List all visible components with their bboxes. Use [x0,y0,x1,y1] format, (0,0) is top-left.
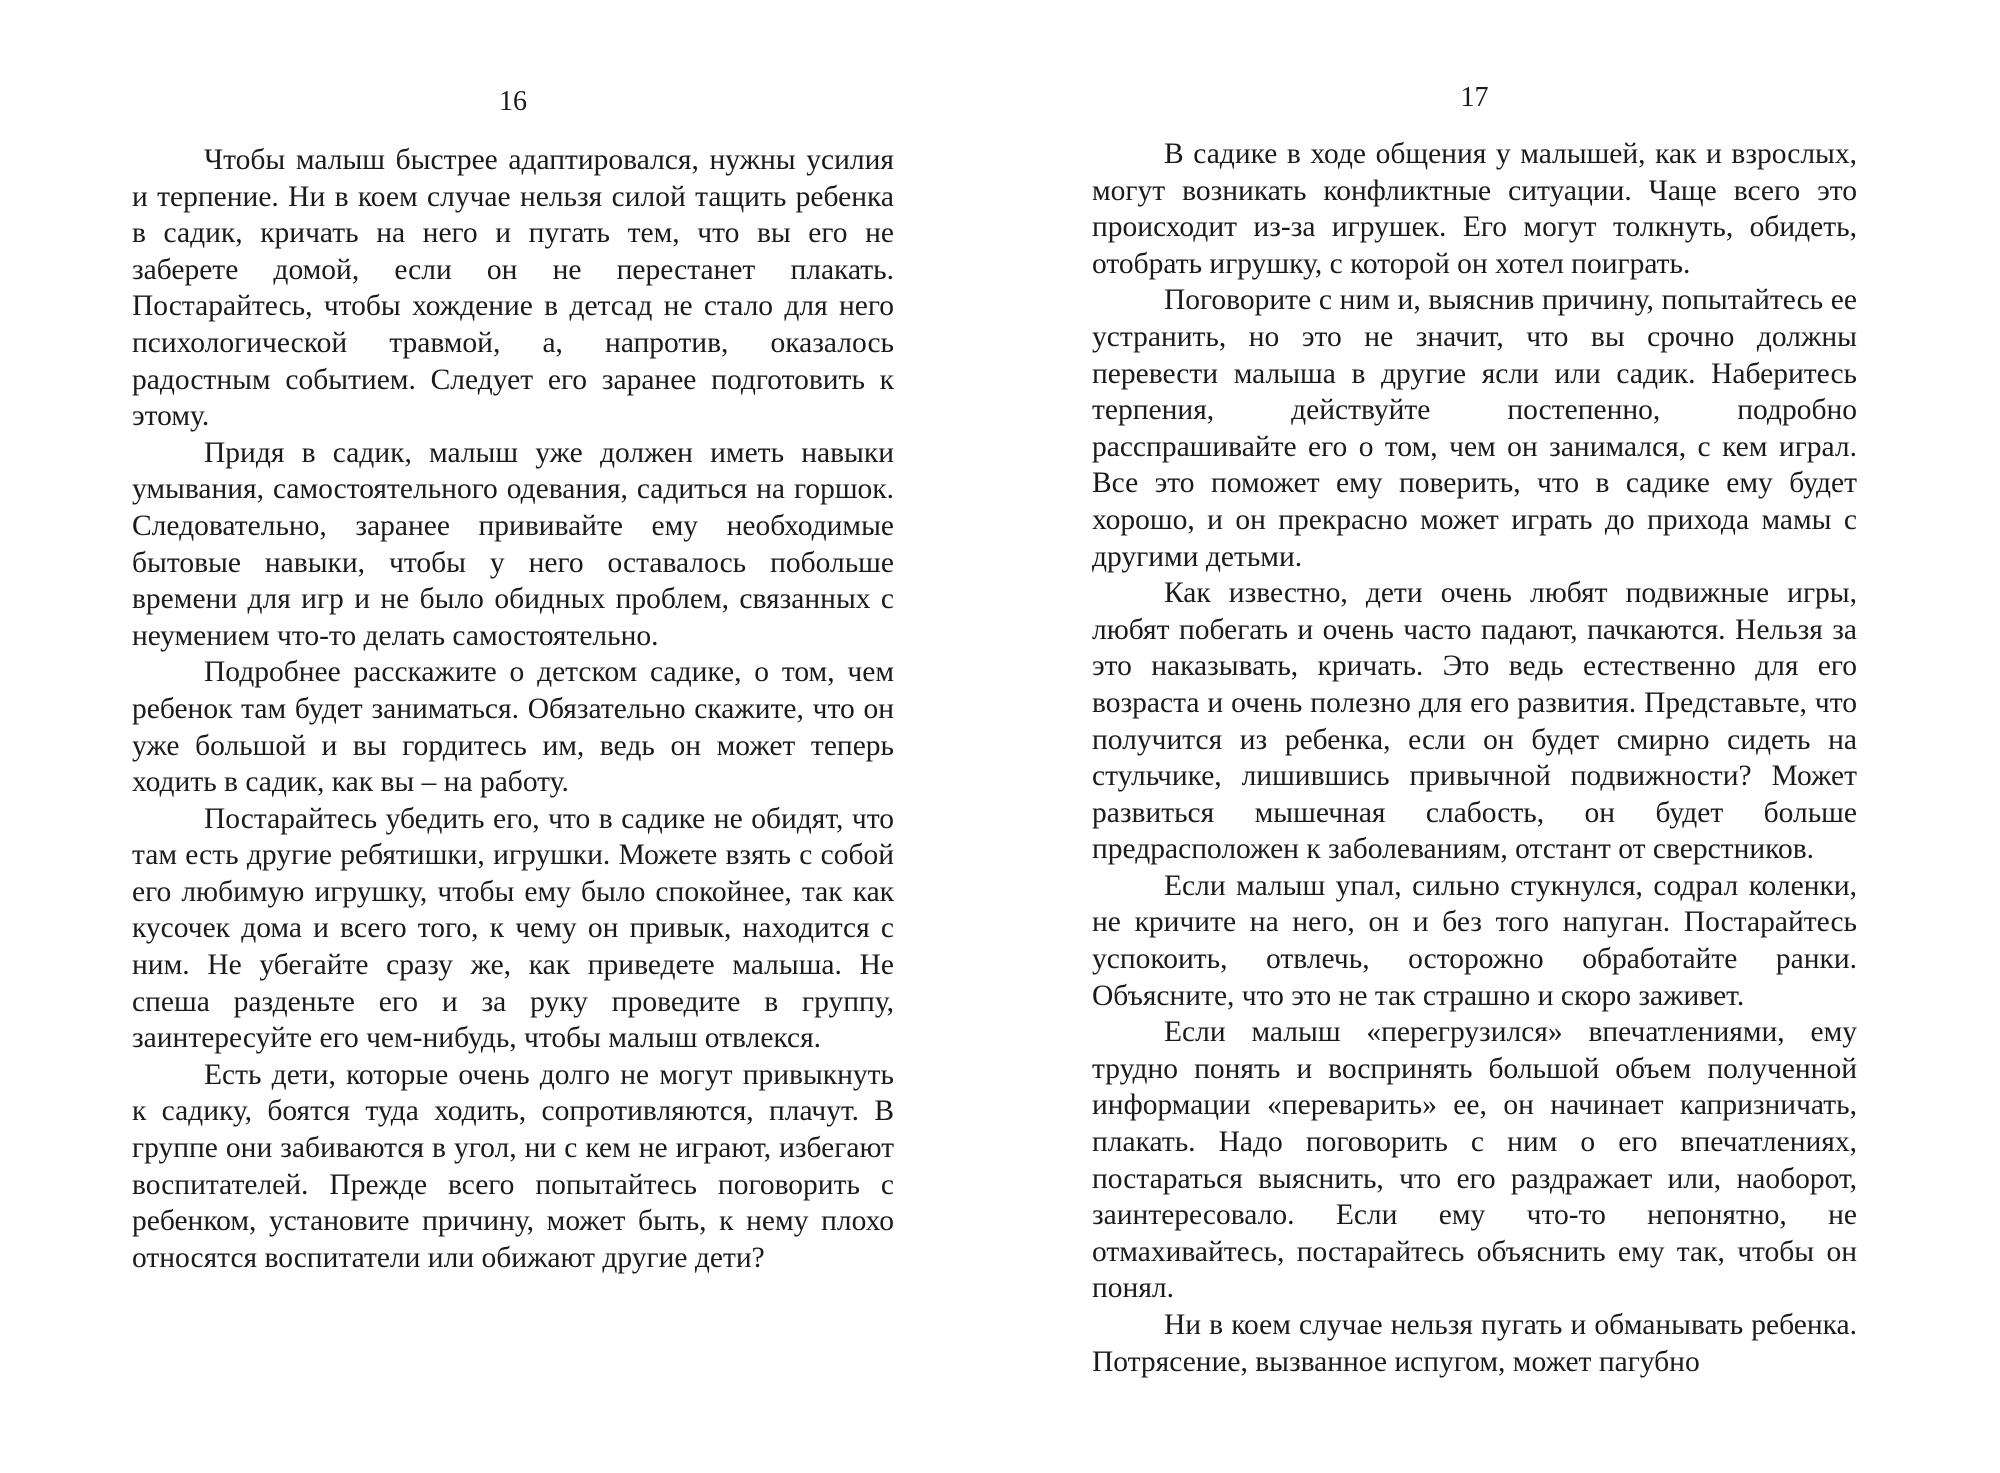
right-page [1092,0,1857,1473]
paragraph: В садике в ходе общения у малышей, как и взрослых, могут возникать конфликтные ситуации. Чаще всего это происходит из-за игрушек. Его могут толкнуть, обидеть, отобрать игрушку, с которой он хотел поиграть. [1092,138,1857,280]
paragraph: Постарайтесь убедить его, что в садике не обидят, что там есть другие ребятишки, игрушки. Можете взять с собой его любимую игрушку, чтобы ему было спокойнее, так как кусочек дома и всего того, к чему он привык, находится с ним. Не убегайте сразу же, как приведете малыша. Не спеша разденьте его и за руку проведите в группу, заинтересуйте его чем-нибудь, чтобы малыш отвлекся. [132,802,894,1055]
paragraph: Чтобы малыш быстрее адаптировался, нужны усилия и терпение. Ни в коем случае нельзя силой тащить ребенка в садик, кричать на него и пугать тем, что вы его не заберете домой, если он не перестанет плакать. Постарайтесь, чтобы хождение в детсад не стало для него психологической травмой, а, напротив, оказалось радостным событием. Следует его заранее подготовить к этому. [132,144,894,433]
page-number: 17 [1460,82,1489,113]
paragraph: Подробнее расскажите о детском садике, о том, чем ребенок там будет заниматься. Обязательно скажите, что он уже большой и вы гордитесь им, ведь он может теперь ходить в садик, как вы – на работу. [132,656,894,799]
paragraph: Есть дети, которые очень долго не могут привыкнуть к садику, боятся туда ходить, сопротивляются, плачут. В группе они забиваются в угол, ни с кем не играют, избегают воспитателей. Прежде всего попытайтесь поговорить с ребенком, установите причину, может быть, к нему плохо относятся воспитатели или обижают другие дети? [132,1058,894,1274]
paragraph: Как известно, дети очень любят подвижные игры, любят побегать и очень часто падают, пачкаются. Нельзя за это наказывать, кричать. Это ведь естественно для его возраста и очень полезно для его развития. Представьте, что получится из ребенка, если он будет смирно сидеть на стульчике, лишившись привычной подвижности? Может развиться мышечная слабость, он будет больше предрасположен к заболеваниям, отстант от сверстников. [1092,577,1857,866]
page-text [1092,136,1857,1380]
page-text [132,142,894,1276]
paragraph: Придя в садик, малыш уже должен иметь навыки умывания, самостоятельного одевания, садиться на горшок. Следовательно, заранее прививайте ему необходимые бытовые навыки, чтобы у него оставалось побольше времени для игр и не было обидных проблем, связанных с неумением что-то делать самостоятельно. [132,436,894,652]
page-number: 16 [499,86,527,117]
paragraph: Если малыш упал, сильно стукнулся, содрал коленки, не кричите на него, он и без того напуган. Постарайтесь успокоить, отвлечь, осторожно обработайте ранки. Объясните, что это не так страшно и скоро заживет. [1092,869,1857,1012]
paragraph: Если малыш «перегрузился» впечатлениями, ему трудно понять и воспринять большой объем полученной информации «переварить» ее, он начинает капризничать, плакать. Надо поговорить с ним о его впечатлениях, постараться выяснить, что его раздражает или, наоборот, заинтересовало. Если ему что-то непонятно, не отмахивайтесь, постарайтесь объяснить ему так, чтобы он понял. [1092,1016,1857,1305]
paragraph: Поговорите с ним и, выяснив причину, попытайтесь ее устранить, но это не значит, что вы срочно должны перевести малыша в другие ясли или садик. Наберитесь терпения, действуйте постепенно, подробно расспрашивайте его о том, чем он занимался, с кем играл. Все это поможет ему поверить, что в садике ему будет хорошо, и он прекрасно может играть до прихода мамы с другими детьми. [1092,284,1857,573]
left-page [132,0,894,1473]
paragraph: Ни в коем случае нельзя пугать и обманывать ребенка. Потрясение, вызванное испугом, может пагубно [1092,1309,1857,1378]
